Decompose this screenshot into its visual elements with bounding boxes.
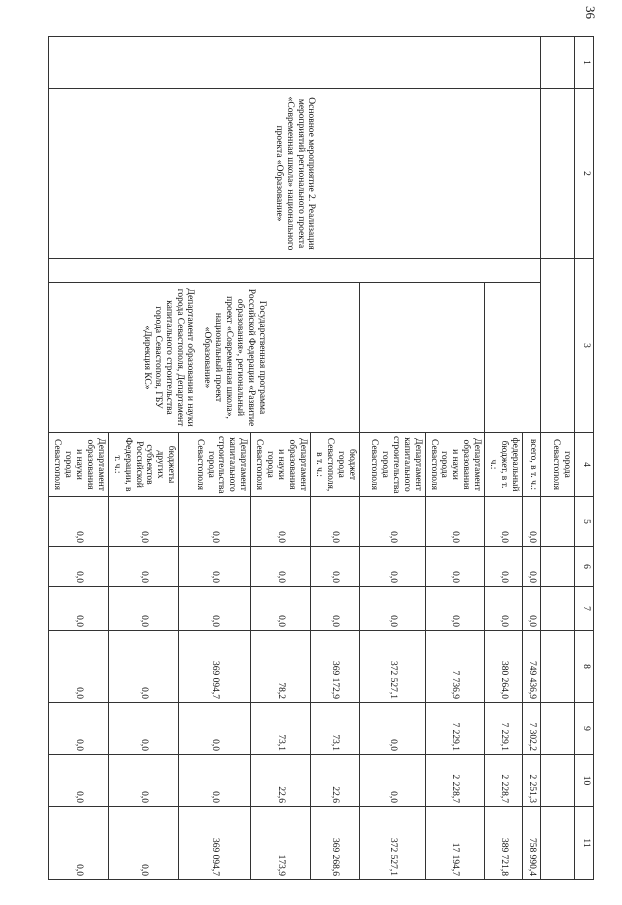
table-row bbox=[523, 37, 541, 880]
cell-col1 bbox=[49, 37, 541, 89]
value-cell: 0,0 bbox=[310, 587, 359, 631]
funding-source-label: Департамент капитального строительства города Севастополя bbox=[179, 433, 251, 497]
value-cell: 7 229,1 bbox=[425, 703, 485, 755]
value-cell: 0,0 bbox=[359, 497, 425, 547]
top-row-label: города Севастополя bbox=[541, 433, 575, 497]
value-cell: 0,0 bbox=[425, 547, 485, 587]
cell-blank bbox=[541, 37, 575, 89]
value-cell: 0,0 bbox=[310, 547, 359, 587]
header-cell-1: 1 bbox=[575, 37, 594, 89]
page-number: 36 bbox=[583, 6, 598, 19]
value-cell: 2 228,7 bbox=[485, 755, 523, 807]
value-cell: 0,0 bbox=[49, 497, 109, 547]
value-cell: 758 990,4 bbox=[523, 807, 541, 880]
cell-blank bbox=[541, 587, 575, 631]
value-cell: 0,0 bbox=[359, 547, 425, 587]
value-cell: 0,0 bbox=[49, 703, 109, 755]
value-cell: 7 229,1 bbox=[485, 703, 523, 755]
cell-blank bbox=[541, 497, 575, 547]
value-cell: 0,0 bbox=[108, 497, 179, 547]
value-cell: 369 268,6 bbox=[310, 807, 359, 880]
value-cell: 0,0 bbox=[251, 547, 311, 587]
value-cell: 0,0 bbox=[359, 755, 425, 807]
funding-source-label: Департамент образования и науки города Севастополя bbox=[425, 433, 485, 497]
value-cell: 0,0 bbox=[523, 497, 541, 547]
value-cell: 173,9 bbox=[251, 807, 311, 880]
cell-blank bbox=[541, 807, 575, 880]
value-cell: 369 172,9 bbox=[310, 631, 359, 703]
program-name: Государственная программа Российской Федерации «Развитие образования», региональный проект «Современная школа», национальный проект «Образование» bbox=[202, 288, 267, 427]
value-cell: 73,1 bbox=[251, 703, 311, 755]
value-cell: 0,0 bbox=[108, 807, 179, 880]
cell-blank bbox=[485, 283, 541, 433]
header-cell-11: 11 bbox=[575, 807, 594, 880]
funding-source-label: федеральный бюджет, в т. ч.: bbox=[485, 433, 523, 497]
value-cell: 0,0 bbox=[523, 587, 541, 631]
funding-source-label: Департамент образования и науки города Севастополя bbox=[49, 433, 109, 497]
value-cell: 0,0 bbox=[251, 587, 311, 631]
cell-blank bbox=[541, 703, 575, 755]
value-cell: 0,0 bbox=[523, 547, 541, 587]
budget-table bbox=[48, 36, 594, 880]
value-cell: 0,0 bbox=[485, 497, 523, 547]
activity-description: Основное мероприятие 2. Реализация мероприятий регионального проекта «Современная школа» национального проекта «Образование» bbox=[49, 89, 541, 259]
value-cell: 7 302,2 bbox=[523, 703, 541, 755]
value-cell: 0,0 bbox=[179, 547, 251, 587]
cell-blank bbox=[541, 89, 575, 259]
cell-blank bbox=[541, 755, 575, 807]
value-cell: 0,0 bbox=[49, 631, 109, 703]
value-cell: 0,0 bbox=[179, 497, 251, 547]
value-cell: 7 736,9 bbox=[425, 631, 485, 703]
header-row bbox=[575, 37, 594, 880]
value-cell: 0,0 bbox=[179, 587, 251, 631]
value-cell: 73,1 bbox=[310, 703, 359, 755]
cell-blank bbox=[541, 547, 575, 587]
value-cell: 0,0 bbox=[108, 547, 179, 587]
program-cell bbox=[49, 283, 359, 433]
value-cell: 0,0 bbox=[310, 497, 359, 547]
header-cell-8: 8 bbox=[575, 631, 594, 703]
value-cell: 0,0 bbox=[359, 587, 425, 631]
cell-blank bbox=[359, 283, 485, 433]
value-cell: 0,0 bbox=[485, 547, 523, 587]
value-cell: 0,0 bbox=[251, 497, 311, 547]
cell-col3-narrow bbox=[49, 259, 541, 283]
value-cell: 0,0 bbox=[179, 755, 251, 807]
value-cell: 389 721,8 bbox=[485, 807, 523, 880]
value-cell: 369 094,7 bbox=[179, 631, 251, 703]
value-cell: 0,0 bbox=[425, 497, 485, 547]
header-cell-4: 4 bbox=[575, 433, 594, 497]
value-cell: 17 194,7 bbox=[425, 807, 485, 880]
value-cell: 0,0 bbox=[108, 587, 179, 631]
value-cell: 0,0 bbox=[108, 755, 179, 807]
header-cell-6: 6 bbox=[575, 547, 594, 587]
header-cell-10: 10 bbox=[575, 755, 594, 807]
top-row bbox=[541, 37, 575, 880]
value-cell: 380 264,0 bbox=[485, 631, 523, 703]
value-cell: 369 094,7 bbox=[179, 807, 251, 880]
value-cell: 2 251,3 bbox=[523, 755, 541, 807]
cell-blank bbox=[541, 631, 575, 703]
value-cell: 0,0 bbox=[49, 755, 109, 807]
responsible-executors: Департамент образования и науки города Севастополя, Департамент капитального строительства города Севастополя, ГБУ «Дирекция КС» bbox=[141, 288, 196, 427]
value-cell: 0,0 bbox=[179, 703, 251, 755]
funding-source-label: бюджет города Севастополя, в т. ч.: bbox=[310, 433, 359, 497]
value-cell: 0,0 bbox=[49, 807, 109, 880]
value-cell: 0,0 bbox=[108, 703, 179, 755]
header-cell-2: 2 bbox=[575, 89, 594, 259]
value-cell: 749 436,9 bbox=[523, 631, 541, 703]
cell-blank bbox=[541, 259, 575, 433]
value-cell: 0,0 bbox=[49, 587, 109, 631]
value-cell: 22,6 bbox=[251, 755, 311, 807]
value-cell: 22,6 bbox=[310, 755, 359, 807]
funding-source-label: Департамент капитального строительства города Севастополя bbox=[359, 433, 425, 497]
funding-source-label: всего, в т. ч.: bbox=[523, 433, 541, 497]
value-cell: 0,0 bbox=[485, 587, 523, 631]
rotated-table-container bbox=[52, 36, 594, 879]
value-cell: 78,2 bbox=[251, 631, 311, 703]
header-cell-5: 5 bbox=[575, 497, 594, 547]
value-cell: 372 527,1 bbox=[359, 807, 425, 880]
value-cell: 0,0 bbox=[425, 587, 485, 631]
value-cell: 0,0 bbox=[108, 631, 179, 703]
header-cell-7: 7 bbox=[575, 587, 594, 631]
value-cell: 0,0 bbox=[359, 703, 425, 755]
funding-source-label: бюджеты других субъектов Российской Федерации, в т. ч.: bbox=[108, 433, 179, 497]
header-cell-9: 9 bbox=[575, 703, 594, 755]
header-cell-3: 3 bbox=[575, 259, 594, 433]
value-cell: 372 527,1 bbox=[359, 631, 425, 703]
funding-source-label: Департамент образования и науки города Севастополя bbox=[251, 433, 311, 497]
value-cell: 0,0 bbox=[49, 547, 109, 587]
value-cell: 2 228,7 bbox=[425, 755, 485, 807]
